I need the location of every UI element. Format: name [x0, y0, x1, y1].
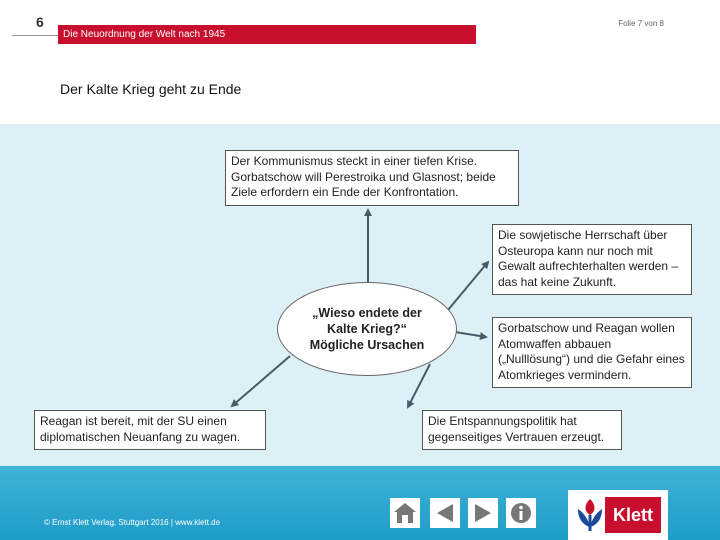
- home-icon: [392, 501, 418, 525]
- next-icon: [472, 502, 494, 524]
- klett-logo: [568, 490, 668, 540]
- klett-logo-icon: [575, 497, 605, 533]
- cause-box-right-top: Die sowjetische Herrschaft über Osteuropa kann nur noch mit Gewalt aufrechterhalten werden – das hat keine Zukunft.: [492, 224, 692, 295]
- previous-button[interactable]: [430, 498, 460, 528]
- home-button[interactable]: [390, 498, 420, 528]
- arrow-right-middle: [455, 332, 486, 337]
- center-line-2: Kalte Krieg?“: [327, 322, 407, 336]
- arrow-bottom-left: [232, 356, 290, 406]
- arrow-right-top: [448, 262, 488, 310]
- slide-counter: Folie 7 von 8: [618, 19, 664, 28]
- cause-box-top: Der Kommunismus steckt in einer tiefen Krise. Gorbatschow will Perestroika und Glasnost; beide Ziele erfordern ein Ende der Konfrontation.: [225, 150, 519, 206]
- topic-bar: Die Neuordnung der Welt nach 1945: [58, 25, 476, 44]
- arrow-bottom-right: [408, 364, 430, 407]
- slide-title: Der Kalte Krieg geht zu Ende: [60, 81, 242, 97]
- slide-number: 6: [36, 14, 44, 30]
- klett-logo-text: Klett: [605, 497, 661, 533]
- cause-box-bottom-left: Reagan ist bereit, mit der SU einen diplomatischen Neuanfang zu wagen.: [34, 410, 266, 450]
- previous-icon: [434, 502, 456, 524]
- center-line-3: Mögliche Ursachen: [309, 338, 425, 352]
- cause-box-bottom-right: Die Entspannungspolitik hat gegenseitiges Vertrauen erzeugt.: [422, 410, 622, 450]
- info-icon: [509, 501, 533, 525]
- copyright: © Ernst Klett Verlag, Stuttgart 2016 | www.klett.de: [44, 518, 221, 527]
- next-button[interactable]: [468, 498, 498, 528]
- footer: [0, 466, 720, 540]
- center-question: [277, 282, 457, 376]
- cause-box-right-middle: Gorbatschow und Reagan wollen Atomwaffen abbauen („Nulllösung“) und die Gefahr eines Atomkrieges vermindern.: [492, 317, 692, 388]
- info-button[interactable]: [506, 498, 536, 528]
- center-line-1: „Wieso endete der: [312, 306, 422, 320]
